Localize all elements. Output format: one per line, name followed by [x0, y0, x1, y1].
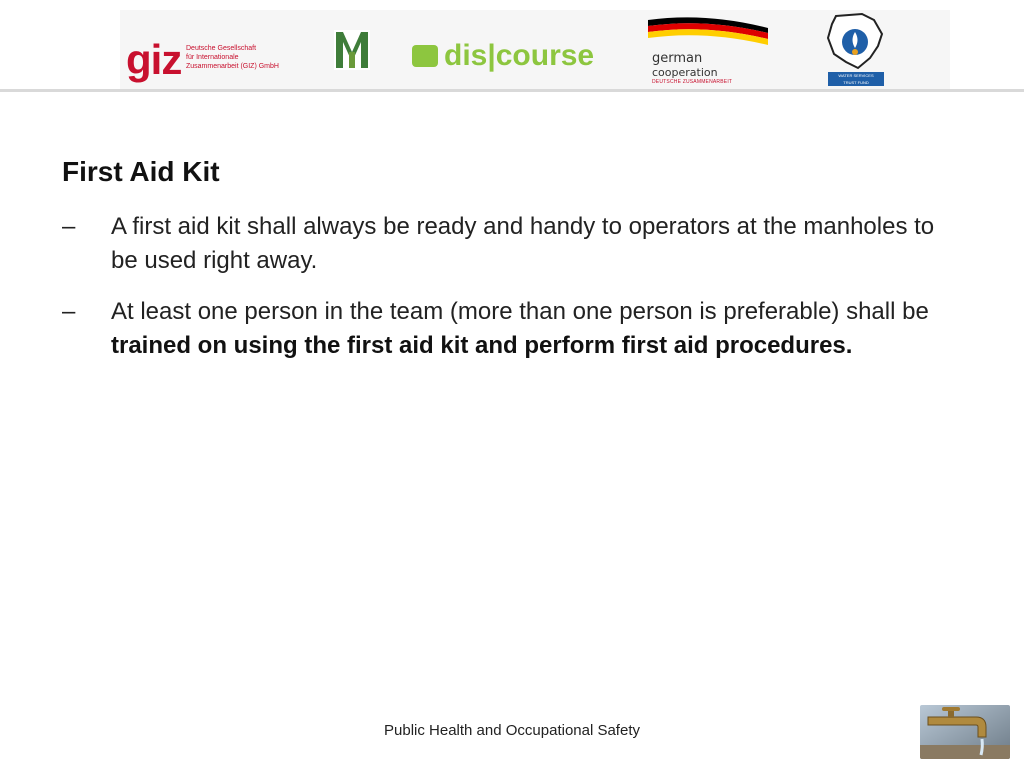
- german-flag-swoosh-icon: [646, 14, 770, 54]
- bullet-item: [62, 295, 962, 363]
- giz-tagline-line: Zusammenarbeit (GIZ) GmbH: [186, 63, 279, 70]
- giz-tagline: [186, 44, 306, 71]
- giz-tagline-line: für Internationale: [186, 54, 239, 61]
- giz-tagline-line: Deutsche Gesellschaft: [186, 45, 257, 52]
- bullet-emphasis: trained on using the first aid kit and perform first aid procedures.: [111, 332, 853, 359]
- german-cooperation-subline: DEUTSCHE ZUSAMMENARBEIT: [652, 79, 733, 85]
- kenya-map-shield-icon: [822, 12, 888, 72]
- bullet-dash: –: [62, 213, 76, 240]
- kenya-water-caption-line: TRUST FUND: [843, 80, 869, 85]
- kenya-water-caption: [828, 72, 884, 86]
- discourse-wordmark: dis|course: [444, 39, 595, 72]
- bullet-text: A first aid kit shall always be ready and handy to operators at the manholes to be used right away.: [111, 213, 935, 274]
- discourse-square-icon: [412, 45, 438, 67]
- german-cooperation-logo: [646, 14, 776, 88]
- bullet-dash: –: [62, 298, 76, 325]
- giz-wordmark: giz: [126, 36, 182, 83]
- header-divider: [0, 89, 1024, 92]
- bullet-item: [62, 210, 962, 278]
- kenya-water-logo: [822, 12, 888, 88]
- footer-text: Public Health and Occupational Safety: [384, 722, 640, 739]
- m-emblem-icon: [334, 30, 370, 70]
- water-tap-photo-icon: [920, 705, 1010, 759]
- slide-title: First Aid Kit: [62, 156, 220, 187]
- german-cooperation-line1: german: [652, 51, 703, 66]
- bullet-list: [62, 210, 962, 380]
- bullet-text: At least one person in the team (more than one person is preferable) shall be: [111, 298, 929, 325]
- logo-header: [0, 0, 1024, 90]
- kenya-water-caption-line: WATER SERVICES: [838, 73, 874, 78]
- german-cooperation-line2: cooperation: [652, 66, 718, 79]
